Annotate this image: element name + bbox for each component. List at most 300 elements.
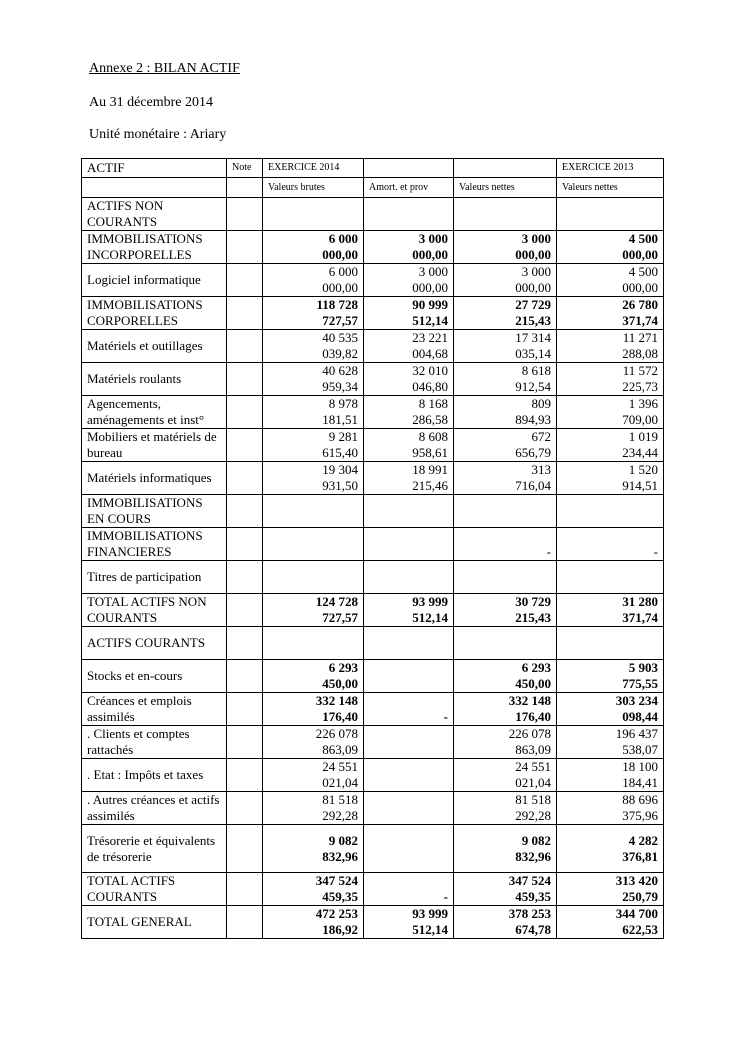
row-label: . Clients et comptes rattachés	[82, 726, 227, 759]
value-line-1: 6 293	[328, 660, 358, 675]
value-line-1: 31 280	[622, 594, 658, 609]
value-line-2	[369, 849, 448, 865]
row-note	[227, 594, 263, 627]
value-line-2: 000,00	[622, 247, 658, 262]
value-line-1: 124 728	[315, 594, 358, 609]
table-row	[82, 330, 664, 363]
cell-net-2013	[557, 660, 664, 693]
cell-amort	[364, 363, 454, 396]
cell-net-2014	[454, 462, 557, 495]
value-line-2: 727,57	[322, 610, 358, 625]
value-line-2: 021,04	[515, 775, 551, 790]
value-line-2	[369, 775, 448, 791]
cell-amort	[364, 561, 454, 594]
cell-net-2013	[557, 873, 664, 906]
cell-amort	[364, 297, 454, 330]
row-label: IMMOBILISATIONS CORPORELLES	[82, 297, 227, 330]
value-line-1: 6 293	[521, 660, 551, 675]
row-label: Matériels roulants	[82, 363, 227, 396]
row-label: IMMOBILISATIONS EN COURS	[82, 495, 227, 528]
cell-brut	[263, 297, 364, 330]
row-note	[227, 906, 263, 939]
value-line-2: 000,00	[622, 280, 658, 295]
row-label: TOTAL ACTIFS NON COURANTS	[82, 594, 227, 627]
cell-brut	[263, 594, 364, 627]
cell-net-2013	[557, 495, 664, 528]
value-line-1: 32 010	[412, 363, 448, 378]
page-title: Annexe 2 : BILAN ACTIF	[89, 61, 240, 76]
value-line-1: 347 524	[315, 873, 358, 888]
cell-net-2014	[454, 726, 557, 759]
value-line-2	[369, 676, 448, 692]
value-line-1: 88 696	[622, 792, 658, 807]
value-line-1: 93 999	[412, 906, 448, 921]
cell-net-2014	[454, 330, 557, 363]
value-line-2: 615,40	[322, 445, 358, 460]
table-row	[82, 363, 664, 396]
value-line-1	[459, 627, 551, 643]
value-line-2: 622,53	[622, 922, 658, 937]
cell-net-2013	[557, 264, 664, 297]
cell-amort	[364, 396, 454, 429]
cell-net-2013	[557, 561, 664, 594]
value-line-2	[562, 511, 658, 527]
cell-net-2013	[557, 429, 664, 462]
value-line-2	[369, 808, 448, 824]
value-line-1: 9 281	[328, 429, 358, 444]
cell-net-2013	[557, 594, 664, 627]
cell-brut	[263, 627, 364, 660]
cell-net-2013	[557, 759, 664, 792]
value-line-2	[369, 544, 448, 560]
value-line-2: 832,96	[515, 848, 551, 864]
value-line-1	[369, 833, 448, 849]
value-line-1: 332 148	[508, 693, 551, 708]
value-line-1	[562, 528, 658, 544]
value-line-1: 226 078	[315, 726, 358, 741]
value-line-1	[562, 627, 658, 643]
header-actif: ACTIF	[82, 159, 227, 178]
table-row	[82, 825, 664, 873]
cell-net-2014	[454, 429, 557, 462]
value-line-1	[369, 759, 448, 775]
cell-net-2013	[557, 297, 664, 330]
value-line-2: 181,51	[322, 412, 358, 427]
value-line-2: 375,96	[622, 808, 658, 823]
cell-net-2014	[454, 231, 557, 264]
value-line-2	[369, 511, 448, 527]
value-line-1	[369, 528, 448, 544]
cell-net-2013	[557, 726, 664, 759]
cell-brut	[263, 873, 364, 906]
value-line-1: 23 221	[412, 330, 448, 345]
row-label: ACTIFS COURANTS	[82, 627, 227, 660]
cell-net-2014	[454, 594, 557, 627]
value-line-2	[369, 643, 448, 659]
value-line-1	[268, 561, 358, 577]
value-line-1: 8 168	[418, 396, 448, 411]
cell-amort	[364, 906, 454, 939]
table-row	[82, 906, 664, 939]
row-label: TOTAL ACTIFS COURANTS	[82, 873, 227, 906]
currency-unit: Unité monétaire : Ariary	[89, 127, 227, 142]
row-label: IMMOBILISATIONS INCORPORELLES	[82, 231, 227, 264]
value-line-2: 000,00	[322, 247, 358, 262]
value-line-1	[369, 693, 448, 709]
cell-net-2013	[557, 792, 664, 825]
value-line-1: 81 518	[322, 792, 358, 807]
cell-net-2014	[454, 825, 557, 873]
row-note	[227, 198, 263, 231]
row-note	[227, 561, 263, 594]
value-line-1: 8 608	[418, 429, 448, 444]
table-header-row	[82, 159, 664, 178]
value-line-1: 11 271	[622, 330, 658, 345]
value-line-1: 6 000	[328, 231, 358, 246]
value-line-2: 914,51	[622, 478, 658, 493]
value-line-2: 184,41	[622, 775, 658, 790]
value-line-2	[268, 214, 358, 230]
cell-amort	[364, 330, 454, 363]
value-line-1	[268, 627, 358, 643]
cell-amort	[364, 660, 454, 693]
cell-net-2014	[454, 495, 557, 528]
table-row	[82, 594, 664, 627]
value-line-2: 046,80	[412, 379, 448, 394]
cell-brut	[263, 693, 364, 726]
subheader-empty-note	[227, 178, 263, 198]
value-line-2: -	[546, 544, 551, 559]
value-line-2: 450,00	[515, 676, 551, 691]
cell-net-2013	[557, 825, 664, 873]
table-row	[82, 873, 664, 906]
value-line-1: 672	[531, 429, 551, 444]
cell-amort	[364, 873, 454, 906]
value-line-2: 000,00	[412, 280, 448, 295]
value-line-1: 313 420	[615, 873, 658, 888]
value-line-2: 912,54	[515, 379, 551, 394]
cell-net-2013	[557, 906, 664, 939]
value-line-1: 226 078	[508, 726, 551, 741]
row-note	[227, 429, 263, 462]
value-line-1: 9 082	[521, 832, 551, 848]
value-line-2: 039,82	[322, 346, 358, 361]
cell-brut	[263, 429, 364, 462]
report-date: Au 31 décembre 2014	[89, 95, 214, 110]
row-note	[227, 726, 263, 759]
row-note	[227, 693, 263, 726]
subheader-valeurs-brutes: Valeurs brutes	[263, 178, 364, 198]
row-note	[227, 462, 263, 495]
value-line-1: 4 500	[628, 231, 658, 246]
value-line-2: 459,35	[515, 889, 551, 904]
row-label: IMMOBILISATIONS FINANCIERES	[82, 528, 227, 561]
subheader-empty-actif	[82, 178, 227, 198]
cell-net-2014	[454, 561, 557, 594]
cell-brut	[263, 396, 364, 429]
value-line-1: 303 234	[615, 693, 658, 708]
cell-net-2014	[454, 693, 557, 726]
value-line-2: 215,43	[515, 313, 551, 328]
cell-amort	[364, 726, 454, 759]
value-line-2: 186,92	[322, 922, 358, 937]
value-line-2: 250,79	[622, 889, 658, 904]
cell-net-2013	[557, 528, 664, 561]
row-label: Titres de participation	[82, 561, 227, 594]
value-line-2: 863,09	[322, 742, 358, 757]
value-line-1: 347 524	[508, 873, 551, 888]
cell-net-2014	[454, 873, 557, 906]
value-line-1: 40 628	[322, 363, 358, 378]
table-row	[82, 792, 664, 825]
value-line-2: 674,78	[515, 922, 551, 937]
value-line-1: 3 000	[521, 231, 551, 246]
row-note	[227, 495, 263, 528]
table-row	[82, 198, 664, 231]
cell-net-2014	[454, 297, 557, 330]
value-line-1: 19 304	[322, 462, 358, 477]
value-line-2: 931,50	[322, 478, 358, 493]
value-line-2	[459, 643, 551, 659]
value-line-2: 959,34	[322, 379, 358, 394]
cell-brut	[263, 825, 364, 873]
value-line-2: 832,96	[322, 848, 358, 864]
row-note	[227, 660, 263, 693]
value-line-1	[369, 627, 448, 643]
table-row	[82, 264, 664, 297]
value-line-1: 472 253	[315, 906, 358, 921]
value-line-1	[369, 660, 448, 676]
row-note	[227, 873, 263, 906]
value-line-2: 000,00	[515, 247, 551, 262]
cell-brut	[263, 561, 364, 594]
value-line-2: 292,28	[515, 808, 551, 823]
value-line-1	[268, 198, 358, 214]
value-line-1: 24 551	[322, 759, 358, 774]
subheader-amort-prov: Amort. et prov	[364, 178, 454, 198]
value-line-1	[268, 528, 358, 544]
header-exercice-2013: EXERCICE 2013	[557, 159, 664, 178]
value-line-1	[459, 528, 551, 544]
row-note	[227, 627, 263, 660]
cell-brut	[263, 528, 364, 561]
row-label: Stocks et en-cours	[82, 660, 227, 693]
value-line-2: 035,14	[515, 346, 551, 361]
value-line-2: 656,79	[515, 445, 551, 460]
cell-amort	[364, 429, 454, 462]
cell-brut	[263, 198, 364, 231]
value-line-2: 225,73	[622, 379, 658, 394]
value-line-1: 17 314	[515, 330, 551, 345]
value-line-1: 1 396	[628, 396, 658, 411]
value-line-2: 176,40	[515, 709, 551, 724]
cell-net-2014	[454, 660, 557, 693]
cell-net-2014	[454, 264, 557, 297]
cell-amort	[364, 759, 454, 792]
value-line-1: 118 728	[316, 297, 358, 312]
cell-brut	[263, 363, 364, 396]
value-line-2: 000,00	[412, 247, 448, 262]
cell-brut	[263, 330, 364, 363]
value-line-1	[369, 198, 448, 214]
value-line-2	[369, 577, 448, 593]
value-line-2: -	[653, 544, 658, 559]
value-line-1: 18 991	[412, 462, 448, 477]
value-line-1: 11 572	[622, 363, 658, 378]
value-line-2	[459, 511, 551, 527]
cell-brut	[263, 495, 364, 528]
row-label: . Etat : Impôts et taxes	[82, 759, 227, 792]
value-line-2: 512,14	[412, 610, 448, 625]
value-line-1: 81 518	[515, 792, 551, 807]
cell-net-2014	[454, 759, 557, 792]
value-line-2	[369, 214, 448, 230]
value-line-2: 512,14	[412, 313, 448, 328]
row-label: Logiciel informatique	[82, 264, 227, 297]
cell-net-2013	[557, 198, 664, 231]
cell-amort	[364, 264, 454, 297]
value-line-1: 5 903	[628, 660, 658, 675]
cell-net-2014	[454, 792, 557, 825]
value-line-1: 196 437	[615, 726, 658, 741]
row-note	[227, 231, 263, 264]
cell-amort	[364, 231, 454, 264]
value-line-1	[562, 495, 658, 511]
value-line-2	[268, 643, 358, 659]
table-row	[82, 561, 664, 594]
row-label: TOTAL GENERAL	[82, 906, 227, 939]
cell-amort	[364, 528, 454, 561]
value-line-2	[268, 544, 358, 560]
row-note	[227, 264, 263, 297]
value-line-2: 775,55	[622, 676, 658, 691]
table-row	[82, 528, 664, 561]
table-row	[82, 660, 664, 693]
table-row	[82, 429, 664, 462]
row-label: Agencements, aménagements et inst°	[82, 396, 227, 429]
cell-net-2014	[454, 627, 557, 660]
value-line-2: 234,44	[622, 445, 658, 460]
cell-net-2013	[557, 231, 664, 264]
value-line-1: 809	[531, 396, 551, 411]
table-row	[82, 231, 664, 264]
value-line-1: 18 100	[622, 759, 658, 774]
cell-net-2014	[454, 363, 557, 396]
value-line-2: 894,93	[515, 412, 551, 427]
value-line-1: 4 500	[628, 264, 658, 279]
value-line-1: 27 729	[515, 297, 551, 312]
value-line-2: 709,00	[622, 412, 658, 427]
cell-brut	[263, 726, 364, 759]
cell-amort	[364, 594, 454, 627]
value-line-1: 90 999	[412, 297, 448, 312]
table-row	[82, 297, 664, 330]
value-line-1: 9 082	[328, 832, 358, 848]
value-line-2: 538,07	[622, 742, 658, 757]
value-line-2: 004,68	[412, 346, 448, 361]
cell-amort	[364, 495, 454, 528]
value-line-1: 30 729	[515, 594, 551, 609]
row-note	[227, 825, 263, 873]
value-line-1	[369, 495, 448, 511]
cell-brut	[263, 792, 364, 825]
value-line-1	[459, 495, 551, 511]
value-line-1: 3 000	[418, 231, 448, 246]
value-line-2: 863,09	[515, 742, 551, 757]
cell-brut	[263, 906, 364, 939]
value-line-1: 6 000	[328, 264, 358, 279]
row-label: Matériels et outillages	[82, 330, 227, 363]
row-label: Créances et emplois assimilés	[82, 693, 227, 726]
cell-brut	[263, 264, 364, 297]
value-line-1: 3 000	[521, 264, 551, 279]
cell-amort	[364, 825, 454, 873]
value-line-1: 3 000	[418, 264, 448, 279]
value-line-1	[459, 198, 551, 214]
value-line-2: 000,00	[322, 280, 358, 295]
value-line-2: 958,61	[412, 445, 448, 460]
cell-net-2013	[557, 462, 664, 495]
value-line-2	[562, 577, 658, 593]
table-row	[82, 495, 664, 528]
header-empty-2	[454, 159, 557, 178]
row-label: Matériels informatiques	[82, 462, 227, 495]
value-line-1	[459, 561, 551, 577]
value-line-2: 459,35	[322, 889, 358, 904]
row-label: Mobiliers et matériels de bureau	[82, 429, 227, 462]
cell-brut	[263, 231, 364, 264]
value-line-1	[369, 726, 448, 742]
value-line-1: 1 520	[628, 462, 658, 477]
row-note	[227, 528, 263, 561]
value-line-2: 286,58	[412, 412, 448, 427]
value-line-2: 215,43	[515, 610, 551, 625]
value-line-2: 371,74	[622, 610, 658, 625]
value-line-1	[369, 873, 448, 889]
cell-net-2013	[557, 330, 664, 363]
value-line-1: 26 780	[622, 297, 658, 312]
value-line-1: 332 148	[315, 693, 358, 708]
value-line-2	[369, 742, 448, 758]
table-row	[82, 726, 664, 759]
table-row	[82, 693, 664, 726]
value-line-1	[268, 495, 358, 511]
row-note	[227, 330, 263, 363]
value-line-2	[268, 577, 358, 593]
cell-amort	[364, 792, 454, 825]
value-line-2: 371,74	[622, 313, 658, 328]
value-line-1: 8 978	[328, 396, 358, 411]
value-line-1: 40 535	[322, 330, 358, 345]
cell-brut	[263, 462, 364, 495]
value-line-2	[268, 511, 358, 527]
row-label: ACTIFS NON COURANTS	[82, 198, 227, 231]
value-line-2	[459, 577, 551, 593]
table-row	[82, 627, 664, 660]
table-row	[82, 462, 664, 495]
value-line-2: 176,40	[322, 709, 358, 724]
cell-net-2013	[557, 627, 664, 660]
value-line-1: 378 253	[508, 906, 551, 921]
cell-net-2014	[454, 528, 557, 561]
value-line-1	[369, 561, 448, 577]
value-line-1: 313	[531, 462, 551, 477]
value-line-1: 24 551	[515, 759, 551, 774]
cell-net-2013	[557, 693, 664, 726]
value-line-2	[562, 643, 658, 659]
value-line-2: -	[443, 709, 448, 724]
value-line-1: 344 700	[615, 906, 658, 921]
